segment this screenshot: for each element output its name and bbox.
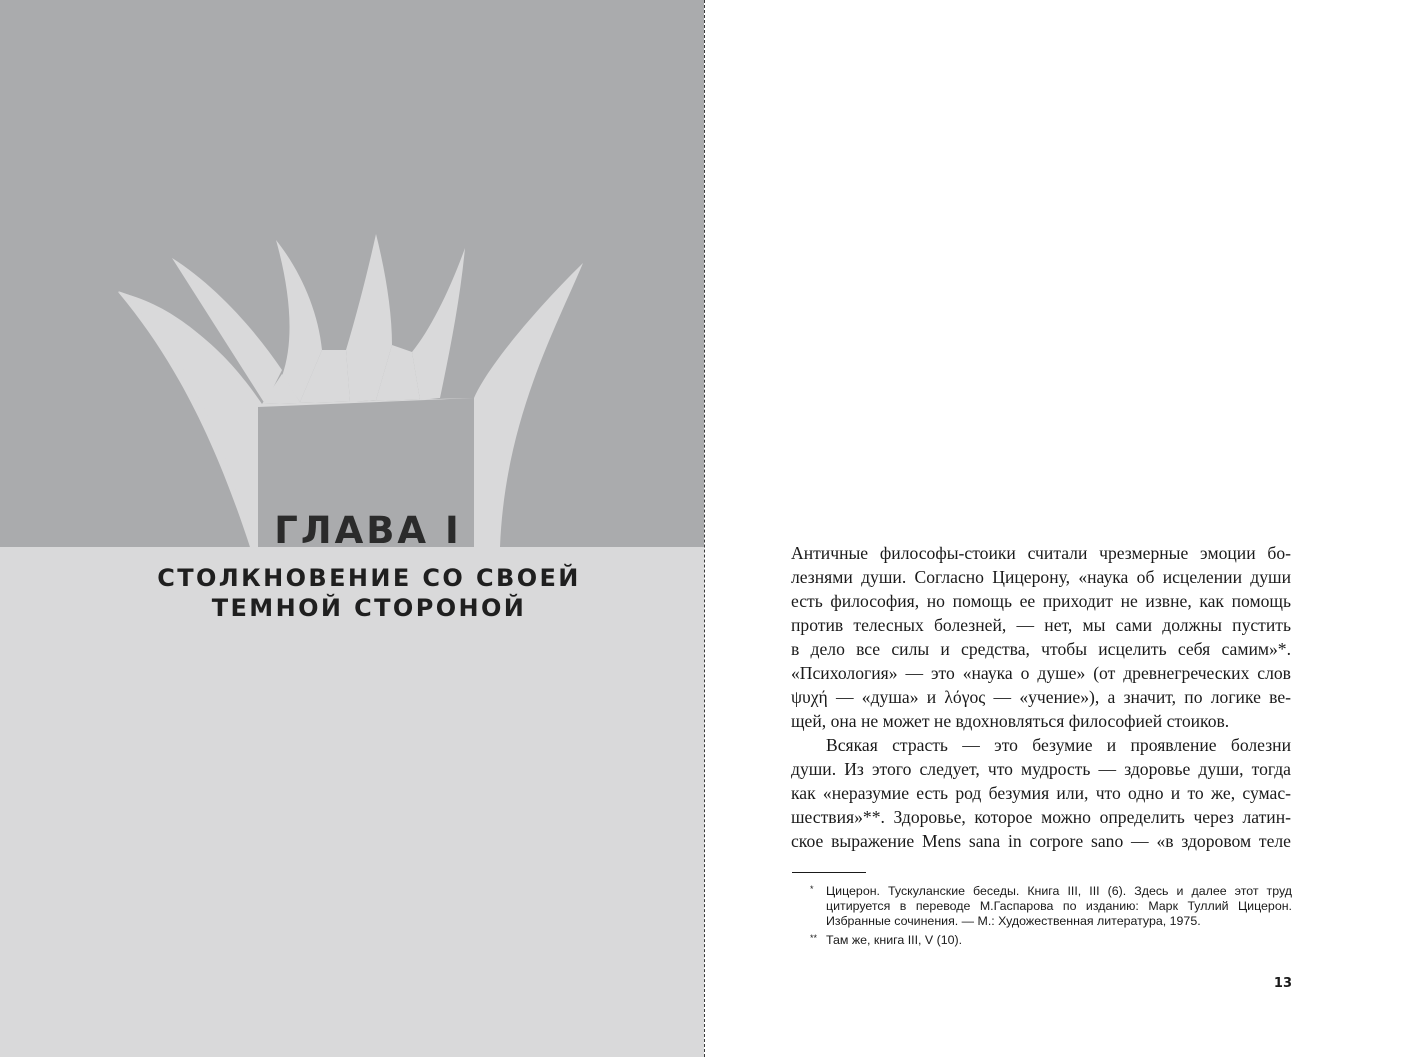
footnotes <box>806 884 1292 948</box>
text-line: есть философия, но помощь ее приходит не извне, как помощь <box>791 591 1291 611</box>
footnote <box>806 884 1292 929</box>
text-line: в дело все силы и средства, чтобы исцелить себя самим»*. <box>791 639 1291 659</box>
text-line: щей, она не может не вдохновляться философией стоиков. <box>791 711 1230 731</box>
text-line: против телесных болезней, — нет, мы сами должны пустить <box>791 615 1291 635</box>
body-text <box>791 541 1291 853</box>
footnote-mark: * <box>810 884 814 894</box>
right-page <box>706 0 1410 1057</box>
text-line: шествия»**. Здоровье, которое можно определить через латин- <box>791 807 1291 827</box>
left-page <box>0 0 704 1057</box>
footnote-line: Цицерон. Тускуланские беседы. Книга III, III (6). Здесь и далее этот труд <box>826 884 1292 898</box>
chapter-title <box>0 563 704 623</box>
footnote-line: Избранные сочинения. — М.: Художественная литература, 1975. <box>826 914 1201 928</box>
text-line: лезнями души. Согласно Цицерону, «наука об исцелении души <box>791 567 1291 587</box>
text-line: Античные философы-стоики считали чрезмерные эмоции бо- <box>791 543 1291 563</box>
page-number: 13 <box>1273 976 1292 991</box>
text-line: «Психология» — это «наука о душе» (от древнегреческих слов <box>791 663 1291 683</box>
chapter-label: ГЛАВА I <box>274 509 462 552</box>
text-line: Всякая страсть — это безумие и проявление болезни <box>826 735 1291 755</box>
footnote-divider <box>792 872 866 873</box>
footnote <box>806 933 1292 948</box>
footnote-mark: ** <box>810 933 818 943</box>
text-line: ψυχή — «душа» и λόγος — «учение»), а значит, по логике ве- <box>791 687 1291 707</box>
text-line: ское выражение Mens sana in corpore sano — «в здоровом теле <box>791 831 1291 851</box>
chapter-title-line: СТОЛКНОВЕНИЕ СО СВОЕЙ <box>157 564 581 592</box>
chapter-title-line: ТЕМНОЙ СТОРОНОЙ <box>211 594 527 622</box>
text-line: души. Из этого следует, что мудрость — здоровье души, тогда <box>791 759 1291 779</box>
text-line: как «неразумие есть род безумия или, что одно и то же, сумас- <box>791 783 1291 803</box>
footnote-line: Там же, книга III, V (10). <box>826 933 963 947</box>
footnote-line: цитируется в переводе М.Гаспарова по изданию: Марк Туллий Цицерон. <box>826 899 1292 913</box>
page-spine-divider <box>704 0 705 1057</box>
crown-icon <box>0 0 704 547</box>
